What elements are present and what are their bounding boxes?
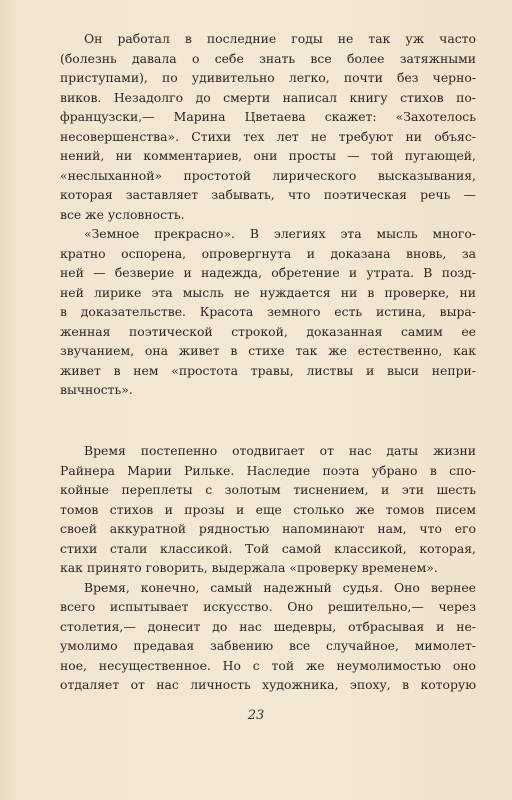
text-line: томов стихов и прозы и еще столько же томов писем — [60, 501, 476, 517]
text-line: «Земное прекрасно». В элегиях эта мысль много- — [84, 226, 476, 241]
text-line: которая заставляет забывать, что поэтическая речь — — [60, 187, 476, 202]
text-line: ней лирике эта мысль не нуждается ни в проверке, ни — [60, 284, 476, 300]
text-line: приступами), по удивительно легко, почти без черно- — [60, 70, 476, 85]
text-line: койные переплеты с золотым тиснением, и эти шесть — [60, 482, 476, 497]
text-line: несовершенства». Стихи тех лет не требуют ни объяс- — [60, 128, 476, 144]
text-line: столетия,— донесит до нас шедевры, отбрасывая и не- — [60, 618, 476, 634]
text-line: отдаляет от нас личность художника, эпоху, в которую — [60, 677, 476, 692]
text-line: Он работал в последние годы не так уж часто — [84, 31, 476, 46]
text-line: умолимо предавая забвению все случайное, мимолет- — [60, 638, 476, 653]
text-line: ней — безверие и надежда, обретение и утрата. В позд- — [60, 265, 476, 280]
text-line: Райнера Марии Рильке. Наследие поэта убрано в спо- — [60, 462, 476, 478]
text-line: Время постепенно отодвигает от нас даты жизни — [84, 443, 476, 458]
text-line: женная поэтической строкой, доказанная самим ее — [60, 323, 476, 339]
text-line: своей аккуратной рядностью напоминают нам, что его — [60, 521, 476, 536]
text-line: ное, несущественное. Но с той же неумолимостью оно — [60, 657, 476, 673]
text-line: (болезнь давала о себе знать все более затяжными — [60, 50, 476, 66]
page-number: 23 — [247, 708, 265, 723]
text-line: виков. Незадолго до смерти написал книгу стихов по- — [60, 89, 476, 105]
text-line: стихи стали классикой. Той самой классикой, которая, — [60, 540, 476, 556]
text-line: все же условность. — [60, 206, 185, 222]
text-section-1 — [60, 29, 476, 400]
text-line: «неслыханной» простотой лирического высказывания, — [60, 167, 476, 183]
text-line: в доказательстве. Красота земного есть истина, выра- — [60, 304, 476, 319]
text-line: французски,— Марина Цветаева скажет: «Захотелось — [60, 109, 476, 124]
text-line: кратно оспорена, опровергнута и доказана вновь, за — [60, 245, 476, 261]
text-line: Время, конечно, самый надежный судья. Оно вернее — [84, 579, 476, 595]
text-section-2 — [60, 441, 476, 695]
text-line: вычность». — [60, 382, 133, 397]
text-line: всего испытывает искусство. Оно решительно,— через — [60, 599, 476, 614]
text-line: живет в нем «простота травы, листвы и выси непри- — [60, 362, 476, 378]
text-line: нений, ни комментариев, они просты — той пугающей, — [60, 148, 476, 163]
text-line: звучанием, она живет в стихе так же естественно, как — [60, 343, 476, 358]
text-line: как принято говорить, выдержала «проверку временем». — [60, 560, 438, 575]
